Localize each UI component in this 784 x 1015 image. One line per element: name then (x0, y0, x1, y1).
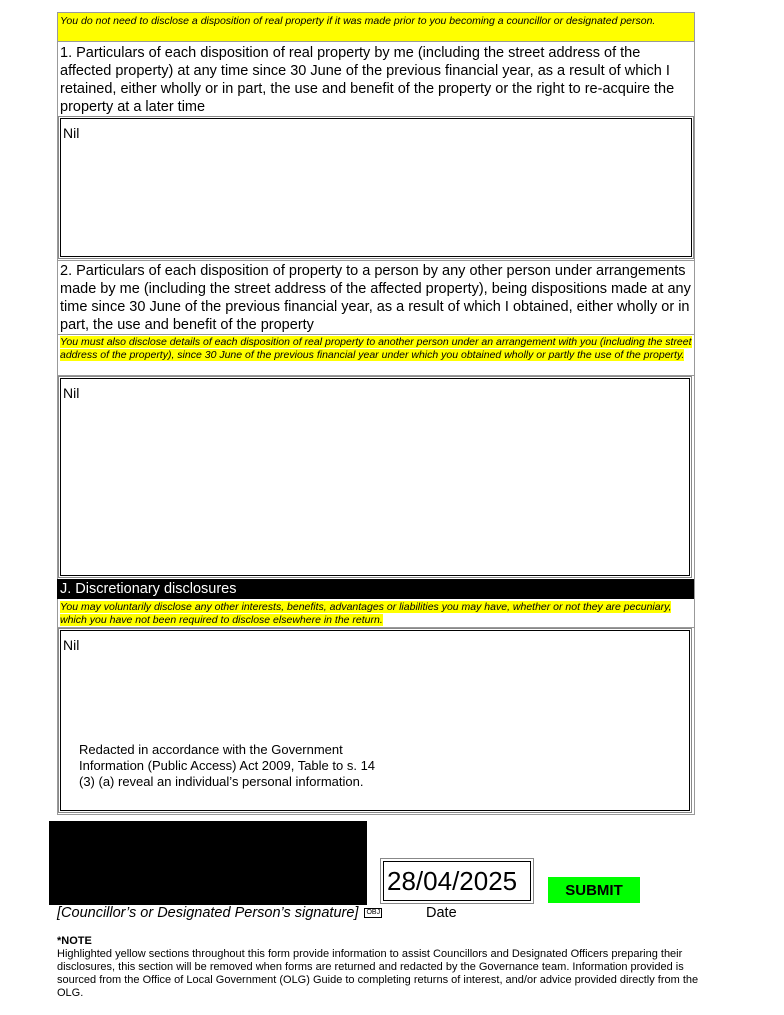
submit-button[interactable] (548, 877, 640, 903)
question-2-text: 2. Particulars of each disposition of property to a person by any other person under arrangements made by me (including the street address of the affected property), being dispositions made at any time since 30 June of the previous financial year, as a result of which I obtained, either wholly or in part, the use and benefit of the property (60, 263, 691, 333)
question-1-text: 1. Particulars of each disposition of real property by me (including the street address of the affected property) at any time since 30 June of the previous financial year, as a result of which I retained, either wholly or in part, the use and benefit of the property or the right to re-acquire the property at a later time (60, 45, 675, 115)
section-j-heading (57, 579, 694, 599)
answer-box-2[interactable] (60, 378, 690, 576)
obj-glyph-icon: OBJ (366, 909, 381, 917)
frame-bottom-line (57, 814, 695, 815)
section-j-heading-text: J. Discretionary disclosures (60, 581, 237, 597)
answer-j-text: Nil (63, 637, 80, 653)
divider (57, 260, 695, 261)
date-field[interactable] (383, 861, 531, 901)
answer-box-1[interactable] (60, 118, 692, 257)
note-section-j-text: You may voluntarily disclose any other interests, benefits, advantages or liabilities you may have, whether or not they are pecuniary, which you have not been required to disclose elsewhere in the return. (60, 601, 672, 626)
signature-label: [Councillor’s or Designated Person’s signature] (57, 905, 359, 921)
signature-label-row (57, 904, 382, 922)
date-label: Date (426, 905, 457, 921)
note-section-2 (58, 334, 694, 376)
divider (57, 116, 695, 117)
redacted-signature-block (49, 821, 367, 905)
answer-2-text: Nil (63, 385, 80, 401)
note-top (58, 12, 694, 42)
date-value: 28/04/2025 (387, 866, 518, 896)
footer-note-text: Highlighted yellow sections throughout this form provide information to assist Councillors and Designated Officers preparing their disclosures, this section will be removed when forms are returned and redacted by the Governance team. Information provided is sourced from the Office of Local Government (OLG) Guide to completing returns of interest, and/or advice provided directly from the OLG. (57, 948, 699, 999)
redaction-note: Redacted in accordance with the Government Information (Public Access) Act 2009, Table to s. 14 (3) (a) reveal an individual’s personal information. (79, 742, 376, 789)
note-section-j (58, 600, 694, 628)
answer-1-text: Nil (63, 125, 80, 141)
submit-button-label: SUBMIT (565, 881, 623, 899)
frame-right-line (694, 12, 695, 814)
footer-note-title: *NOTE (57, 935, 92, 947)
frame-left-line (57, 12, 58, 814)
note-section-2-text: You must also disclose details of each disposition of real property to another person under an arrangement with you (including the street address of the property), since 30 June of the previous financial year under which you obtained wholly or partly the use of the property. (60, 336, 692, 361)
note-top-text: You do not need to disclose a disposition of real property if it was made prior to you becoming a councillor or designated person. (58, 13, 694, 28)
